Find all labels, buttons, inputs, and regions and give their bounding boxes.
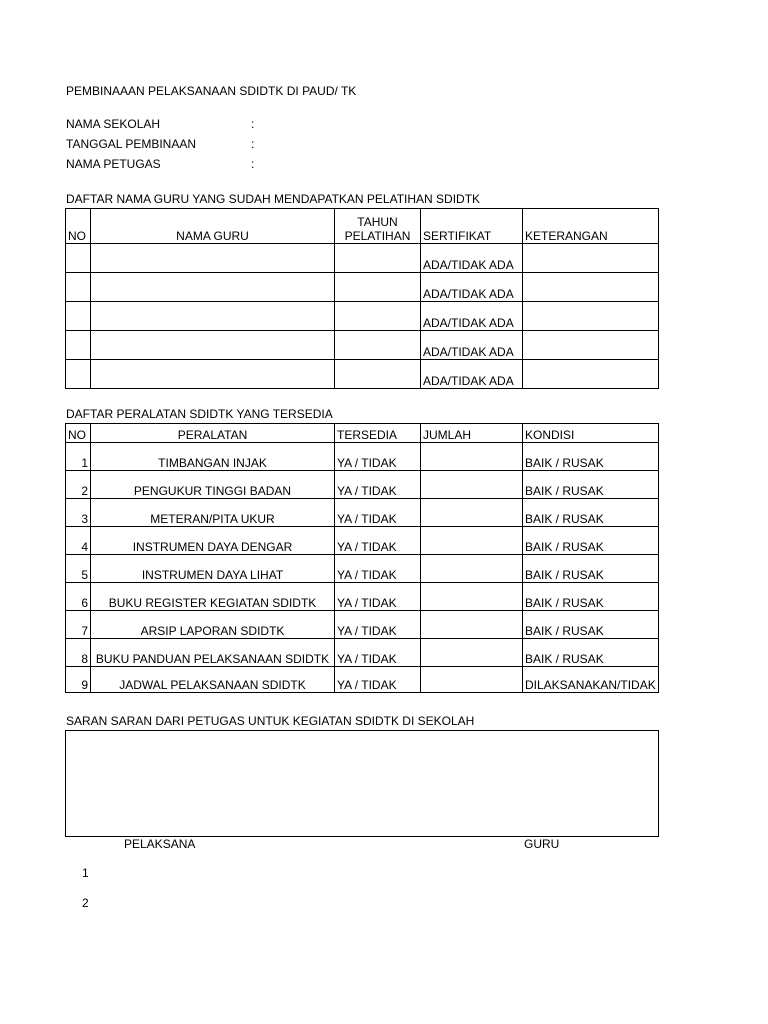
cell-tahun[interactable] (335, 302, 421, 331)
cell-sertifikat: ADA/TIDAK ADA (421, 302, 523, 331)
cell-no: 5 (66, 555, 91, 583)
cell-tersedia: YA / TIDAK (335, 583, 421, 611)
info-label-petugas: NAMA PETUGAS (66, 157, 161, 171)
cell-kondisi: DILAKSANAKAN/TIDAK (523, 667, 659, 693)
cell-no: 8 (66, 639, 91, 667)
header-no: NO (66, 209, 91, 244)
cell-no[interactable] (66, 331, 91, 360)
cell-peralatan: BUKU REGISTER KEGIATAN SDIDTK (91, 583, 335, 611)
cell-keterangan[interactable] (523, 360, 659, 389)
cell-no: 2 (66, 471, 91, 499)
guru-section-heading: DAFTAR NAMA GURU YANG SUDAH MENDAPATKAN PELATIHAN SDIDTK (66, 192, 481, 206)
header-kondisi: KONDISI (523, 424, 659, 443)
cell-no[interactable] (66, 244, 91, 273)
table-row (66, 499, 659, 527)
signature-number-2: 2 (82, 896, 89, 910)
signature-number-1: 1 (82, 866, 89, 880)
cell-kondisi: BAIK / RUSAK (523, 527, 659, 555)
cell-nama-guru[interactable] (91, 273, 335, 302)
table-row (66, 360, 659, 389)
cell-kondisi: BAIK / RUSAK (523, 499, 659, 527)
table-row (66, 555, 659, 583)
cell-no: 9 (66, 667, 91, 693)
cell-peralatan: METERAN/PITA UKUR (91, 499, 335, 527)
cell-keterangan[interactable] (523, 273, 659, 302)
cell-peralatan: BUKU PANDUAN PELAKSANAAN SDIDTK (91, 639, 335, 667)
cell-kondisi: BAIK / RUSAK (523, 611, 659, 639)
guru-table (65, 208, 659, 389)
cell-keterangan[interactable] (523, 302, 659, 331)
table-row (66, 667, 659, 693)
alat-table (65, 423, 659, 693)
table-row (66, 443, 659, 471)
info-colon-sekolah: : (251, 117, 255, 131)
cell-jumlah[interactable] (421, 443, 523, 471)
header-peralatan: PERALATAN (91, 424, 335, 443)
cell-kondisi: BAIK / RUSAK (523, 555, 659, 583)
cell-no[interactable] (66, 360, 91, 389)
cell-no: 3 (66, 499, 91, 527)
table-row (66, 302, 659, 331)
cell-peralatan: TIMBANGAN INJAK (91, 443, 335, 471)
header-tersedia: TERSEDIA (335, 424, 421, 443)
cell-nama-guru[interactable] (91, 360, 335, 389)
cell-sertifikat: ADA/TIDAK ADA (421, 273, 523, 302)
cell-no: 6 (66, 583, 91, 611)
cell-jumlah[interactable] (421, 611, 523, 639)
cell-tersedia: YA / TIDAK (335, 499, 421, 527)
cell-jumlah[interactable] (421, 555, 523, 583)
saran-textbox[interactable] (65, 730, 659, 837)
info-label-tanggal: TANGGAL PEMBINAAN (66, 137, 197, 151)
table-row (66, 583, 659, 611)
cell-tahun[interactable] (335, 331, 421, 360)
cell-sertifikat: ADA/TIDAK ADA (421, 331, 523, 360)
header-tahun-line2: PELATIHAN (344, 229, 411, 243)
cell-kondisi: BAIK / RUSAK (523, 583, 659, 611)
cell-nama-guru[interactable] (91, 302, 335, 331)
cell-kondisi: BAIK / RUSAK (523, 443, 659, 471)
cell-tersedia: YA / TIDAK (335, 527, 421, 555)
cell-jumlah[interactable] (421, 527, 523, 555)
cell-tersedia: YA / TIDAK (335, 443, 421, 471)
cell-peralatan: INSTRUMEN DAYA LIHAT (91, 555, 335, 583)
cell-nama-guru[interactable] (91, 331, 335, 360)
table-row (66, 527, 659, 555)
guru-table-header (66, 209, 659, 244)
cell-jumlah[interactable] (421, 583, 523, 611)
table-row (66, 639, 659, 667)
page-title: PEMBINAAAN PELAKSANAAN SDIDTK DI PAUD/ TK (66, 84, 357, 98)
cell-peralatan: ARSIP LAPORAN SDIDTK (91, 611, 335, 639)
cell-kondisi: BAIK / RUSAK (523, 471, 659, 499)
header-tahun-line1: TAHUN (357, 215, 398, 229)
cell-no[interactable] (66, 273, 91, 302)
cell-peralatan: JADWAL PELAKSANAAN SDIDTK (91, 667, 335, 693)
info-label-sekolah: NAMA SEKOLAH (66, 117, 161, 131)
cell-tersedia: YA / TIDAK (335, 471, 421, 499)
header-tahun-pelatihan (335, 209, 421, 244)
cell-kondisi: BAIK / RUSAK (523, 639, 659, 667)
cell-jumlah[interactable] (421, 667, 523, 693)
header-nama-guru: NAMA GURU (91, 209, 335, 244)
alat-section-heading: DAFTAR PERALATAN SDIDTK YANG TERSEDIA (66, 407, 333, 421)
alat-table-header (66, 424, 659, 443)
cell-keterangan[interactable] (523, 331, 659, 360)
table-row (66, 611, 659, 639)
cell-peralatan: PENGUKUR TINGGI BADAN (91, 471, 335, 499)
table-row (66, 471, 659, 499)
cell-tersedia: YA / TIDAK (335, 611, 421, 639)
info-colon-tanggal: : (251, 137, 255, 151)
cell-tersedia: YA / TIDAK (335, 639, 421, 667)
table-row (66, 244, 659, 273)
header-no: NO (66, 424, 91, 443)
header-keterangan: KETERANGAN (523, 209, 659, 244)
cell-peralatan: INSTRUMEN DAYA DENGAR (91, 527, 335, 555)
info-colon-petugas: : (251, 157, 255, 171)
cell-tahun[interactable] (335, 360, 421, 389)
header-jumlah: JUMLAH (421, 424, 523, 443)
cell-tahun[interactable] (335, 244, 421, 273)
signature-pelaksana-label: PELAKSANA (124, 837, 196, 851)
cell-jumlah[interactable] (421, 639, 523, 667)
cell-tersedia: YA / TIDAK (335, 555, 421, 583)
cell-no[interactable] (66, 302, 91, 331)
table-row (66, 273, 659, 302)
saran-heading: SARAN SARAN DARI PETUGAS UNTUK KEGIATAN SDIDTK DI SEKOLAH (66, 714, 475, 728)
cell-no: 4 (66, 527, 91, 555)
header-sertifikat: SERTIFIKAT (421, 209, 523, 244)
cell-tersedia: YA / TIDAK (335, 667, 421, 693)
cell-no: 7 (66, 611, 91, 639)
cell-keterangan[interactable] (523, 244, 659, 273)
cell-sertifikat: ADA/TIDAK ADA (421, 244, 523, 273)
cell-jumlah[interactable] (421, 471, 523, 499)
cell-tahun[interactable] (335, 273, 421, 302)
signature-guru-label: GURU (524, 837, 560, 851)
cell-nama-guru[interactable] (91, 244, 335, 273)
cell-jumlah[interactable] (421, 499, 523, 527)
cell-no: 1 (66, 443, 91, 471)
table-row (66, 331, 659, 360)
cell-sertifikat: ADA/TIDAK ADA (421, 360, 523, 389)
